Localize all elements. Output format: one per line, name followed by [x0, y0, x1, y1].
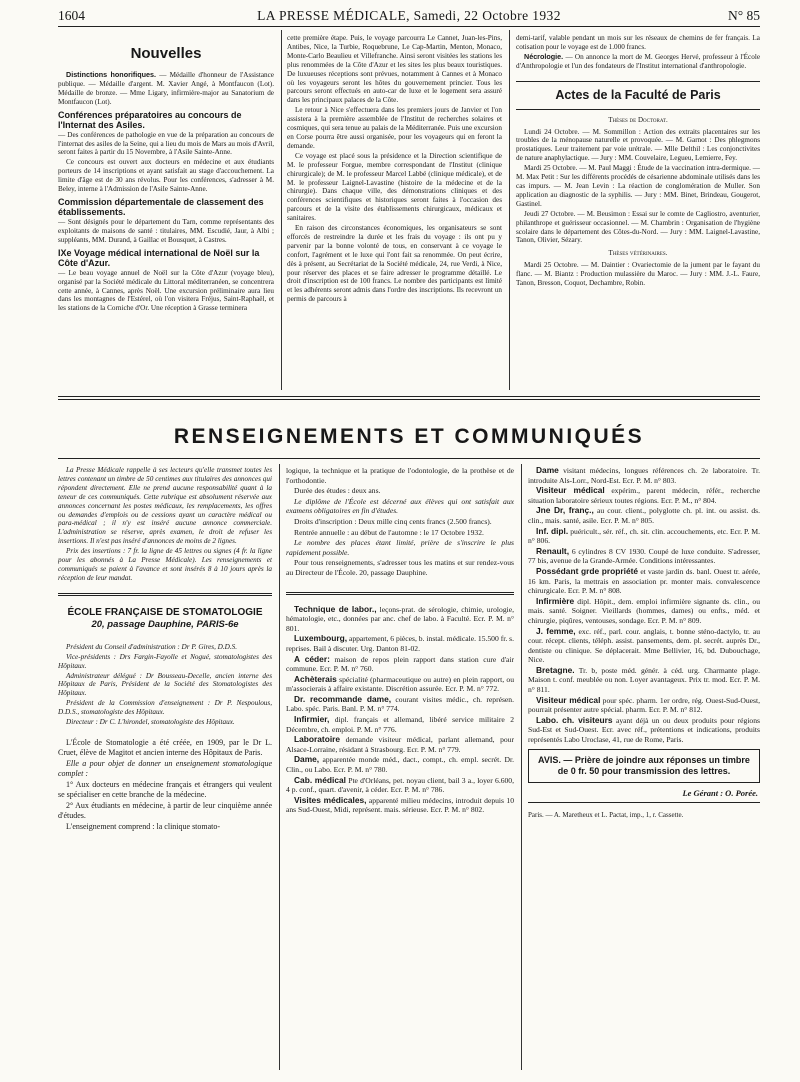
ecole-target-2: 2° Aux étudiants en médecine, à partir de leur cinquième année d'études.: [58, 800, 272, 820]
ad-text: Tr. b, poste méd. génér. à céd. urg. Charmante plage. Maison t. conf. meublée ou non. Loyer avantageux. Prix tr. mod. Ecr. P. M. n° 811.: [528, 665, 760, 695]
ad-text: dipl. français et allemand, libéré service militaire 2 Décembre, ch. emploi. P. M. n° 776.: [286, 715, 514, 734]
ad-text: expérim., parent médecin, référ., recherche situation laboratoire sérieux toutes régions. Ecr. P. M., n° 804.: [528, 486, 760, 505]
ecole-person: Vice-présidents : Drs Fargin-Fayolle et Nogué, stomatologistes des Hôpitaux.: [58, 652, 272, 670]
ad-text: et vaste jardin ds. banl. Ouest tr. aérée, 16 km. Paris, la mettrais en association pr. monter mais. convalescence chirurgicale. Ecr. P. M. n° 808.: [528, 566, 760, 596]
page-number: 1604: [58, 8, 85, 23]
ecole-person: Président de la Commission d'enseignement : Dr P. Nespoulous, D.D.S., stomatologiste des Hôpitaux.: [58, 699, 272, 717]
voyage-text: — Le beau voyage annuel de Noël sur la Côte d'Azur (voyage bleu), organisé par la Société médicale du Littoral méditerranéen, se concentrera cette année, à Cannes, après Noël. Une excursion préliminaire aura lieu dans les montagnes de l'Estérel, où l'on visitera Fréjus, Saint-Raphaël, et les stations de la Corniche d'Or. Une réception à Grasse terminera: [58, 268, 274, 313]
classified-ad: [286, 796, 514, 815]
classified-ad: [286, 634, 514, 653]
ecole-objective: Elle a pour objet de donner un enseignement stomatologique complet :: [58, 758, 272, 778]
voyage-continued-column: [287, 34, 502, 392]
distinctions-paragraph: [58, 71, 274, 107]
ecole-cont-5: Rentrée annuelle : au début de l'automne : le 17 Octobre 1932.: [294, 527, 484, 537]
ad-lead: Inf. dipl.: [536, 525, 569, 536]
ecole-cont-2: Durée des études : deux ans.: [294, 486, 381, 496]
ecole-person: Administrateur délégué : Dr Bousseau-Decelle, ancien interne des Hôpitaux de Paris, Président de la Société des Stomatologistes des Hôpitaux.: [58, 671, 272, 698]
ecole-continued-column: [286, 466, 514, 1072]
renseignements-banner: RENSEIGNEMENTS ET COMMUNIQUÉS: [173, 425, 645, 448]
classified-ad: [528, 466, 760, 485]
column-rule: [281, 30, 282, 390]
ecole-person: Directeur : Dr C. L'hirondel, stomatologiste des Hôpitaux.: [66, 718, 235, 727]
nouvelles-column: [58, 36, 274, 392]
voyage-p3: Ce voyage est placé sous la présidence et la Direction scientifique de M. le professeur Forgue, membre correspondant de l'Institut (clinique chirurgicale); de M. le professeur Marcel Labbé (clinique médicale), et de M. le professeur Laignel-Lavastine (histoire de la médecine et de la chirurgie). Dans chaque ville, des démonstrations cliniques et des conférences scientifiques et historiques seront faites à l'occasion des parcours et de la visite des établissements chirurgicaux, médicaux et sanitaires.: [287, 151, 502, 223]
classified-ad: [528, 666, 760, 695]
conferences-text: — Des conférences de pathologie en vue de la préparation au concours de l'internat des asiles de la Seine, qui a lieu du mois de Mars au mois d'Avril, seront faites à partir du 15 Novembre, à l'Asile Sainte-Anne.: [58, 130, 274, 157]
ad-lead: Visites médicales,: [294, 794, 367, 805]
ad-lead: Visiteur médical: [536, 485, 605, 496]
ad-text: apparenté milieu médecins, introduit depuis 10 ans Sud-Ouest, Midi, représent. mais. sérieuse. Ecr. P. M. n° 802.: [286, 795, 514, 815]
avis-box: AVIS. — Prière de joindre aux réponses un timbre de 0 fr. 50 pour transmission des lettres.: [528, 749, 760, 783]
vet-heading: Thèses vétérinaires.: [608, 249, 668, 258]
ecole-cont-1: logique, la technique et la pratique de l'odontologie, de la prothèse et de l'orthodontie.: [286, 466, 514, 485]
footer-rule: [528, 802, 760, 803]
ad-text: courant visites médic., ch. représen. Labo. spéc. Paris. Banl. P. M. n° 774.: [286, 694, 514, 714]
classified-ad: [528, 716, 760, 745]
ecole-person: Président du Conseil d'administration : Dr P. Gires, D.D.S.: [66, 642, 238, 651]
ecole-target-1: 1° Aux docteurs en médecine français et étrangers qui veulent se spécialiser en cette branche de la médecine.: [58, 779, 272, 799]
ad-lead: Dame: [536, 466, 559, 475]
classified-ad: [528, 627, 760, 665]
conferences-heading: Conférences préparatoires au concours de l'Internat des Asiles.: [58, 109, 242, 130]
classified-ad: [286, 605, 514, 634]
conferences-text-2: Ce concours est ouvert aux docteurs en médecine et aux étudiants porteurs de 14 inscriptions et ayant satisfait au stage d'accouchement. La limite d'âge est de 30 ans révolus. Pour les conférences, s'adresser à M. Beley, interne à l'Admission de l'Asile Sainte-Anne.: [58, 158, 274, 194]
intro-notice: La Presse Médicale rappelle à ses lecteurs qu'elle transmet toutes les lettres contenant un timbre de 50 centimes aux titulaires des annonces qui répondent directement. Elle ne prend aucune responsabilité quant à la teneur de ces communiqués. Cette rubrique est absolument réservée aux annonces concernant les postes médicaux, les remplacements, les offres ou demandes d'emplois ou de cessions ayant un caractère médical ou para-médical ; il n'y est inséré aucune annonce commerciale. L'administration se réserve, après examen, le droit de refuser les insertions. Il n'est pas inséré d'annonces de moins de 2 lignes.: [58, 466, 272, 546]
column-rule: [509, 30, 510, 390]
theses-heading: Thèses de Doctorat.: [608, 115, 668, 124]
divider: [58, 593, 272, 596]
ad-lead: Laboratoire: [294, 734, 341, 745]
ad-lead: Cab. médical: [294, 774, 346, 785]
banner-rule: [58, 458, 760, 459]
actes-column: [516, 34, 760, 392]
ad-text: exc. réf., parl. cour. anglais, t. bonne sténo-dactylo, tr. au cour. récept. clients, téléph. assist. pansements, dem. pl. secrét. auprès Dr., dentiste ou clinique. Se déplacerait. Mme Bellivier, 16, bd. Dubouchage, Nice.: [528, 626, 760, 665]
ad-lead: Renault,: [536, 545, 570, 556]
ad-text: appartement, 6 pièces, b. instal. médicale. 15.500 fr. s. reprises. Bail à discuter. Urg. Danton 81-02.: [286, 634, 514, 653]
ad-text: demande visiteur médical, parlant allemand, pour Alsace-Lorraine, résidant à Strasbourg. Ecr. P. M. n° 779.: [286, 735, 514, 754]
classified-ad: [286, 695, 514, 714]
theses-mardi: Mardi 25 Octobre. — M. Paul Maggi : Étude de la vaccination intra-dermique. — M. Max Petit : Sur les différents procédés de césarienne abdominale utilisés dans les cas impurs. — M. Jean Levin : La réaction de conglomération de Muller. Son application au diagnostic de la syphilis. — Jury : MM. Binet, Brindeau, Gougerot, Gastinel.: [516, 164, 760, 208]
classified-ad: [286, 675, 514, 694]
voyage-p1: cette première étape. Puis, le voyage parcourra Le Cannet, Juan-les-Pins, Antibes, Nice, la Turbie, Roquebrune, Le Cap-Martin, Menton, Monaco, Monte-Carlo Beaulieu et Villefranche. Ainsi seront visitées les stations les plus renommées de la Côte d'Azur et les sites les plus beaux touristiques. De luxueuses réceptions sont prévues, notamment à Cannes et à Monaco où les voyageurs seront les hôtes du gouvernement princier. Tous les parcours seront effectués en auto-car de luxe et le logement sera assuré dans les principaux palaces de la Côte.: [287, 34, 502, 105]
necrologie-heading: Nécrologie.: [524, 51, 564, 61]
ad-text: puéricult., sér. réf., ch. sit. clin. accouchements, etc. Ecr. P. M. n° 806.: [528, 526, 760, 546]
ad-lead: Possédant grde propriété: [536, 565, 639, 576]
ad-lead: Dr. recommande dame,: [294, 693, 392, 704]
imprimeur: Paris. — A. Maretheux et L. Pactat, imp., 1, r. Cassette.: [528, 811, 684, 820]
renseignements-column: [58, 466, 272, 1072]
classified-ad: [286, 655, 514, 674]
ad-lead: J. femme,: [536, 625, 576, 636]
ad-text: leçons-prat. de sérologie, chimie, urologie, hématologie, etc., données par anc. chef de labo. à Faculté. Ecr. P. M. n° 801.: [286, 604, 514, 633]
necrologie-text: — On annonce la mort de M. Georges Hervé, professeur à l'École d'Anthropologie et l'un des fondateurs de l'Institut international d'anthropologie.: [516, 52, 760, 70]
actes-title: Actes de la Faculté de Paris: [555, 87, 721, 102]
ecole-title: ÉCOLE FRANÇAISE DE STOMATOLOGIE: [67, 606, 263, 618]
ad-text: dipl. Hôpit., dem. emploi infirmière signante ds. clin., ou mais. santé. Soigner. Vieillards (hommes, dames) ou enfts., méd. et chirurgie, piqûres, ventouses, sondage. Ecr. P. M. n° 809.: [528, 596, 760, 625]
ad-lead: A céder:: [294, 653, 330, 664]
ecole-cont-4: Droits d'inscription : Deux mille cinq cents francs (2.500 francs).: [294, 516, 492, 526]
theses-vet: Mardi 25 Octobre. — M. Daintier : Ovariectomie de la jument par le fayant du flanc. — M. Biantz : Production mulassière du Maroc. — Jury : MM. J.-L. Faure, Tanon, Bresson, Coquot, Dechambre, Robin.: [516, 261, 760, 288]
ad-lead: Visiteur médical: [536, 694, 601, 705]
classified-ad: [528, 486, 760, 505]
ad-lead: Bretagne.: [536, 664, 575, 675]
ad-text: spécialité (pharmaceutique ou autre) en plein rapport, ou m'associerais à affaire existante. Discrétion assurée. Ecr. P. M. n° 772.: [286, 674, 514, 694]
classified-ad: [528, 506, 760, 525]
distinctions-text: — Médaille d'honneur de l'Assistance publique. — Médaille d'argent. M. Xavier Angé, à Montfaucon (Lot). Médaille de bronze. — Mme Ligary, infirmière-major au Sanatorium de Montfaucon (Lot).: [58, 71, 274, 106]
classified-ad: [286, 735, 514, 754]
necrologie-paragraph: [516, 53, 760, 71]
classified-ad: [528, 567, 760, 596]
ad-text: apparentée monde méd., dact., compt., ch. empl. secrét. Dr. Clin., ou Labo. Ecr. P. M. n° 780.: [286, 755, 514, 775]
ecole-cont-6: Le nombre des places étant limité, prière de s'inscrire le plus rapidement possible.: [286, 538, 514, 557]
ad-lead: Infirmière: [536, 595, 575, 606]
classified-ad: [528, 696, 760, 715]
classified-ad: [286, 755, 514, 774]
ecole-history: L'École de Stomatologie a été créée, en 1909, par le Dr L. Cruet, élève de Magitot et ancien interne des Hôpitaux de Paris.: [58, 737, 272, 757]
commission-heading: Commission départementale de classement des établissements.: [58, 196, 264, 217]
ad-lead: Labo. ch. visiteurs: [536, 714, 613, 725]
ad-lead: Achèterais: [294, 673, 337, 684]
journal-title: LA PRESSE MÉDICALE, Samedi, 22 Octobre 1932: [257, 8, 561, 23]
ad-text: maison de repos plein rapport dans station cure d'air commune. Ecr. P. M. n° 760.: [286, 654, 514, 674]
ecole-cont-7: Pour tous renseignements, s'adresser tous les matins et sur rendez-vous au Directeur de l'École. 20, passage Dauphine.: [286, 558, 514, 577]
ad-lead: Luxembourg,: [294, 633, 348, 644]
commission-text: — Sont désignés pour le département du Tarn, comme représentants des exploitants de maisons de santé : titulaires, MM. Escudié, Jaur, à Albi ; suppléants, MM. Durand, à Gaillac et Bousquet, à Castres.: [58, 217, 274, 244]
classified-ad: [286, 715, 514, 734]
ad-lead: Infirmier,: [294, 714, 330, 725]
classified-ad: [528, 547, 760, 566]
theses-lundi: Lundi 24 Octobre. — M. Sommillon : Action des extraits placentaires sur les troubles de la ménopause naturelle et provoquée. — M. Garnot : Des phlegmons prostatiques. Leur traitement par voie urétrale. — Mlle Delthil : Les conjonctivites de nature anaphylactique. — Jury : MM. Couvelaire, Legueu, Lemierre, Fey.: [516, 127, 760, 163]
issue-number: N° 85: [727, 8, 760, 23]
column-rule: [521, 464, 522, 1070]
ad-text: pour spéc. pharm. 1er ordre, rég. Ouest-Sud-Ouest, pourrait présenter autre spécial. pharm. Ecr. P. M. n° 812.: [528, 695, 760, 715]
ad-text: ayant déjà un ou deux produits pour régions Sud-Est et Sud-Ouest. Ecr. avec réf., prétentions et indications, produits représentés Labo Uroclase, 41, rue de Rome, Paris.: [528, 715, 760, 745]
ad-text: 6 cylindres 8 CV 1930. Coupé de luxe conduite. S'adresser, 77 bis, avenue de la Grande-Armée. Conditions intéressantes.: [528, 546, 760, 566]
ad-text: au cour. client., polyglotte ch. pl. int. ou assist. ds. clin., mais. santé, asile. Ecr. P. M. n° 805.: [528, 506, 760, 525]
classified-ad: [528, 527, 760, 546]
distinctions-heading: Distinctions honorifiques.: [66, 70, 157, 79]
ad-lead: Technique de labor.,: [294, 603, 377, 614]
theses-jeudi: Jeudi 27 Octobre. — M. Beusimon : Essai sur le comte de Cagliostro, aventurier, philanthrope et guérisseur occasionnel. — M. Chambrin : Organisation de l'hygiène scolaire dans le département des Côtes-du-Nord. — Jury : MM. Laignel-Lavastine, Tanon, Olivier, Sézary.: [516, 209, 760, 245]
prix-notice: Prix des insertions : 7 fr. la ligne de 45 lettres ou signes (4 fr. la ligne pour les abonnés à La Presse Médicale). Les renseignements et communiqués se paient à l'avance et sont insérés 8 à 10 jours après la réception de leur mandat.: [58, 547, 272, 582]
ad-text: Pte d'Orléans, pet. noyau client, bail 3 a., loyer 6.600, 4 p. conf., quart. d'avenir, à céder. Ecr. P. M. n° 786.: [286, 775, 514, 795]
classified-ad: [286, 776, 514, 795]
classified-ad: [528, 597, 760, 626]
voyage-p2: Le retour à Nice s'effectuera dans les premiers jours de Janvier et l'on assistera à la première assemblée de l'Institut de recherches solaires et cosmiques, qui sera tenue au palais de la Méditerranée. Puis une excursion en Corse pourra être aussi organisée, pour les voyageurs qui en feront la demande.: [287, 106, 502, 150]
voyage-p4: En raison des circonstances économiques, les organisateurs se sont efforcés de restreindre la durée et les frais du voyage : ils ont pu y parvenir par la bonne volonté de tous, en conservant à ce voyage le confort, l'agrément et le luxe qui l'ont fait sa renommée. On peut écrire, dès à présent, au Secrétariat de la Société médicale, 24, rue Verdi, à Nice, pour réserver des places et se faire adresser le programme détaillé. Le droit d'inscription est de 100 francs. Le nombre des participants est limité et les adhérents seront admis dans l'ordre des inscriptions. Ils recevront un permis de parcours à: [287, 224, 502, 304]
nouvelles-title: Nouvelles: [130, 45, 202, 62]
ad-lead: Jne Dr, franç.,: [536, 505, 594, 516]
voyage-end: demi-tarif, valable pendant un mois sur les réseaux de chemins de fer français. La cotisation pour le voyage est de 1.000 francs.: [516, 34, 760, 51]
ecole-curriculum: L'enseignement comprend : la clinique stomato-: [66, 821, 221, 831]
voyage-heading: IXe Voyage médical international de Noël sur la Côte d'Azur.: [58, 247, 260, 268]
page-header: [58, 6, 760, 27]
gerant: Le Gérant : O. Porée.: [682, 787, 758, 798]
ad-text: visitant médecins, longues références ch. 2e laboratoire. Tr. introduite Als-Lorr., Nord-Est. Ecr. P. M. n° 803.: [528, 466, 760, 485]
top-rule: [58, 396, 760, 397]
ecole-cont-3: Le diplôme de l'École est décerné aux élèves qui ont satisfait aux examens obligatoires en fin d'études.: [286, 496, 514, 516]
column-rule: [279, 464, 280, 1070]
ecole-address: 20, passage Dauphine, PARIS-6e: [91, 618, 239, 630]
actes-title-box: [516, 81, 760, 110]
classifieds-column: [528, 466, 760, 1072]
ad-lead: Dame,: [294, 754, 320, 765]
top-rule-2: [58, 399, 760, 400]
divider: [286, 592, 514, 595]
